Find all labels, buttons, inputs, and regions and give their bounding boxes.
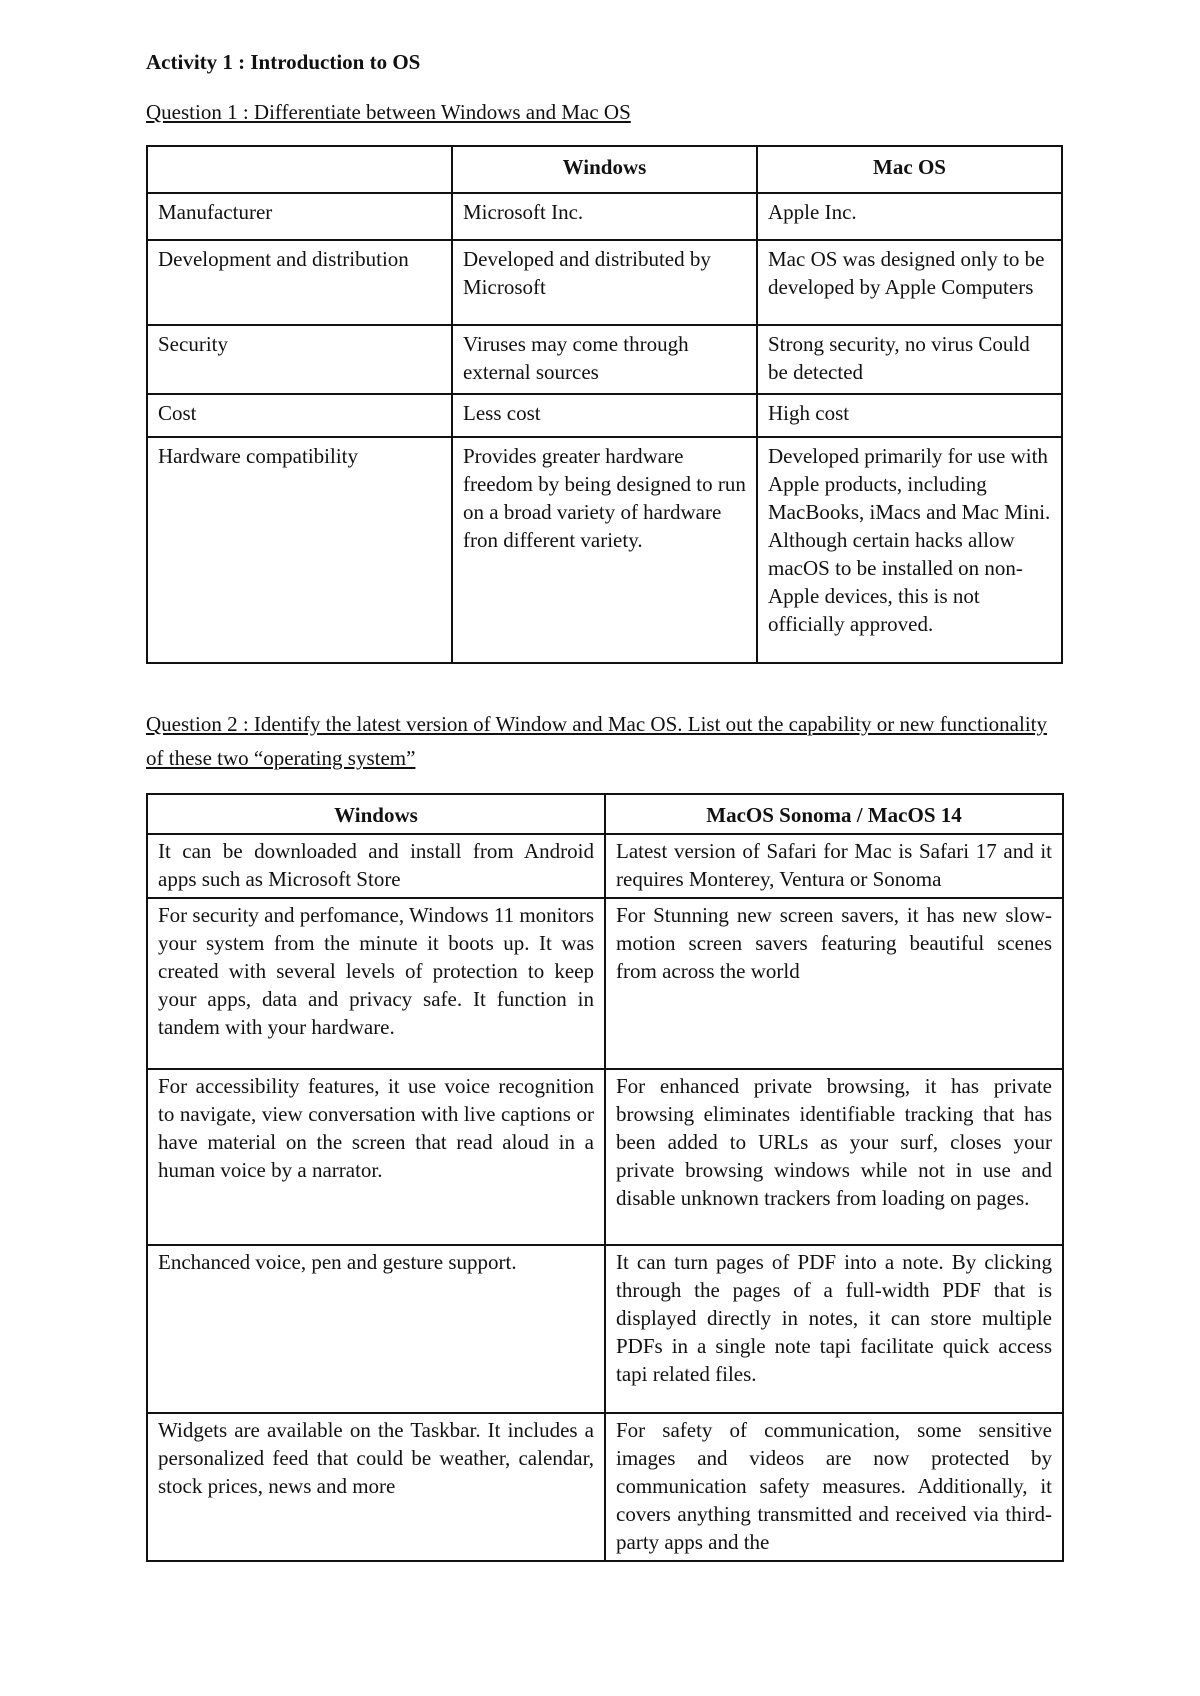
table-row (147, 437, 1062, 663)
windows-feature: Widgets are available on the Taskbar. It includes a personalized feed that could be weather, calendar, stock prices, news and more (147, 1413, 605, 1561)
macos-feature: Latest version of Safari for Mac is Safari 17 and it requires Monterey, Ventura or Sonoma (605, 834, 1063, 898)
table-row (147, 394, 1062, 437)
macos-feature: For safety of communication, some sensitive images and videos are now protected by communication safety measures. Additionally, it covers anything transmitted and received via third-party apps and the (605, 1413, 1063, 1561)
header-empty-cell (147, 146, 452, 193)
header-macos-sonoma: MacOS Sonoma / MacOS 14 (605, 794, 1063, 834)
windows-feature: It can be downloaded and install from Android apps such as Microsoft Store (147, 834, 605, 898)
table-row (147, 1245, 1063, 1413)
comparison-table (146, 145, 1063, 664)
windows-cell: Microsoft Inc. (452, 193, 757, 240)
table-row (147, 240, 1062, 325)
question-2-heading: Question 2 : Identify the latest version of Window and Mac OS. List out the capability or new functionality of these two “operating system” (146, 712, 1048, 770)
macos-cell: Apple Inc. (757, 193, 1062, 240)
header-windows: Windows (452, 146, 757, 193)
table-row (147, 325, 1062, 394)
windows-cell: Viruses may come through external sources (452, 325, 757, 394)
table-row (147, 193, 1062, 240)
row-label: Cost (147, 394, 452, 437)
macos-cell: Mac OS was designed only to be developed by Apple Computers (757, 240, 1062, 325)
windows-feature: Enchanced voice, pen and gesture support. (147, 1245, 605, 1413)
windows-feature: For accessibility features, it use voice recognition to navigate, view conversation with live captions or have material on the screen that read aloud in a human voice by a narrator. (147, 1069, 605, 1245)
table-header-row (147, 146, 1062, 193)
windows-cell: Developed and distributed by Microsoft (452, 240, 757, 325)
table-row (147, 898, 1063, 1069)
windows-feature: For security and perfomance, Windows 11 monitors your system from the minute it boots up. It was created with several levels of protection to keep your apps, data and privacy safe. It function in tandem with your hardware. (147, 898, 605, 1069)
row-label: Development and distribution (147, 240, 452, 325)
macos-cell: Strong security, no virus Could be detected (757, 325, 1062, 394)
row-label: Security (147, 325, 452, 394)
activity-title: Activity 1 : Introduction to OS (146, 50, 421, 74)
header-macos: Mac OS (757, 146, 1062, 193)
question-1-heading: Question 1 : Differentiate between Windows and Mac OS (146, 100, 631, 124)
windows-cell: Less cost (452, 394, 757, 437)
macos-cell: High cost (757, 394, 1062, 437)
table-row (147, 834, 1063, 898)
macos-feature: It can turn pages of PDF into a note. By clicking through the pages of a full-width PDF that is displayed directly in notes, it can store multiple PDFs in a single note tapi facilitate quick access tapi related files. (605, 1245, 1063, 1413)
row-label: Manufacturer (147, 193, 452, 240)
windows-cell: Provides greater hardware freedom by being designed to run on a broad variety of hardware fron different variety. (452, 437, 757, 663)
table-row (147, 1413, 1063, 1561)
macos-feature: For enhanced private browsing, it has private browsing eliminates identifiable tracking that has been added to URLs as your surf, closes your private browsing windows while not in use and disable unknown trackers from loading on pages. (605, 1069, 1063, 1245)
macos-feature: For Stunning new screen savers, it has new slow-motion screen savers featuring beautiful scenes from across the world (605, 898, 1063, 1069)
table-row (147, 1069, 1063, 1245)
row-label: Hardware compatibility (147, 437, 452, 663)
table-header-row (147, 794, 1063, 834)
header-windows: Windows (147, 794, 605, 834)
macos-cell: Developed primarily for use with Apple products, including MacBooks, iMacs and Mac Mini. Although certain hacks allow macOS to be installed on non-Apple devices, this is not officially approved. (757, 437, 1062, 663)
features-table (146, 793, 1064, 1562)
